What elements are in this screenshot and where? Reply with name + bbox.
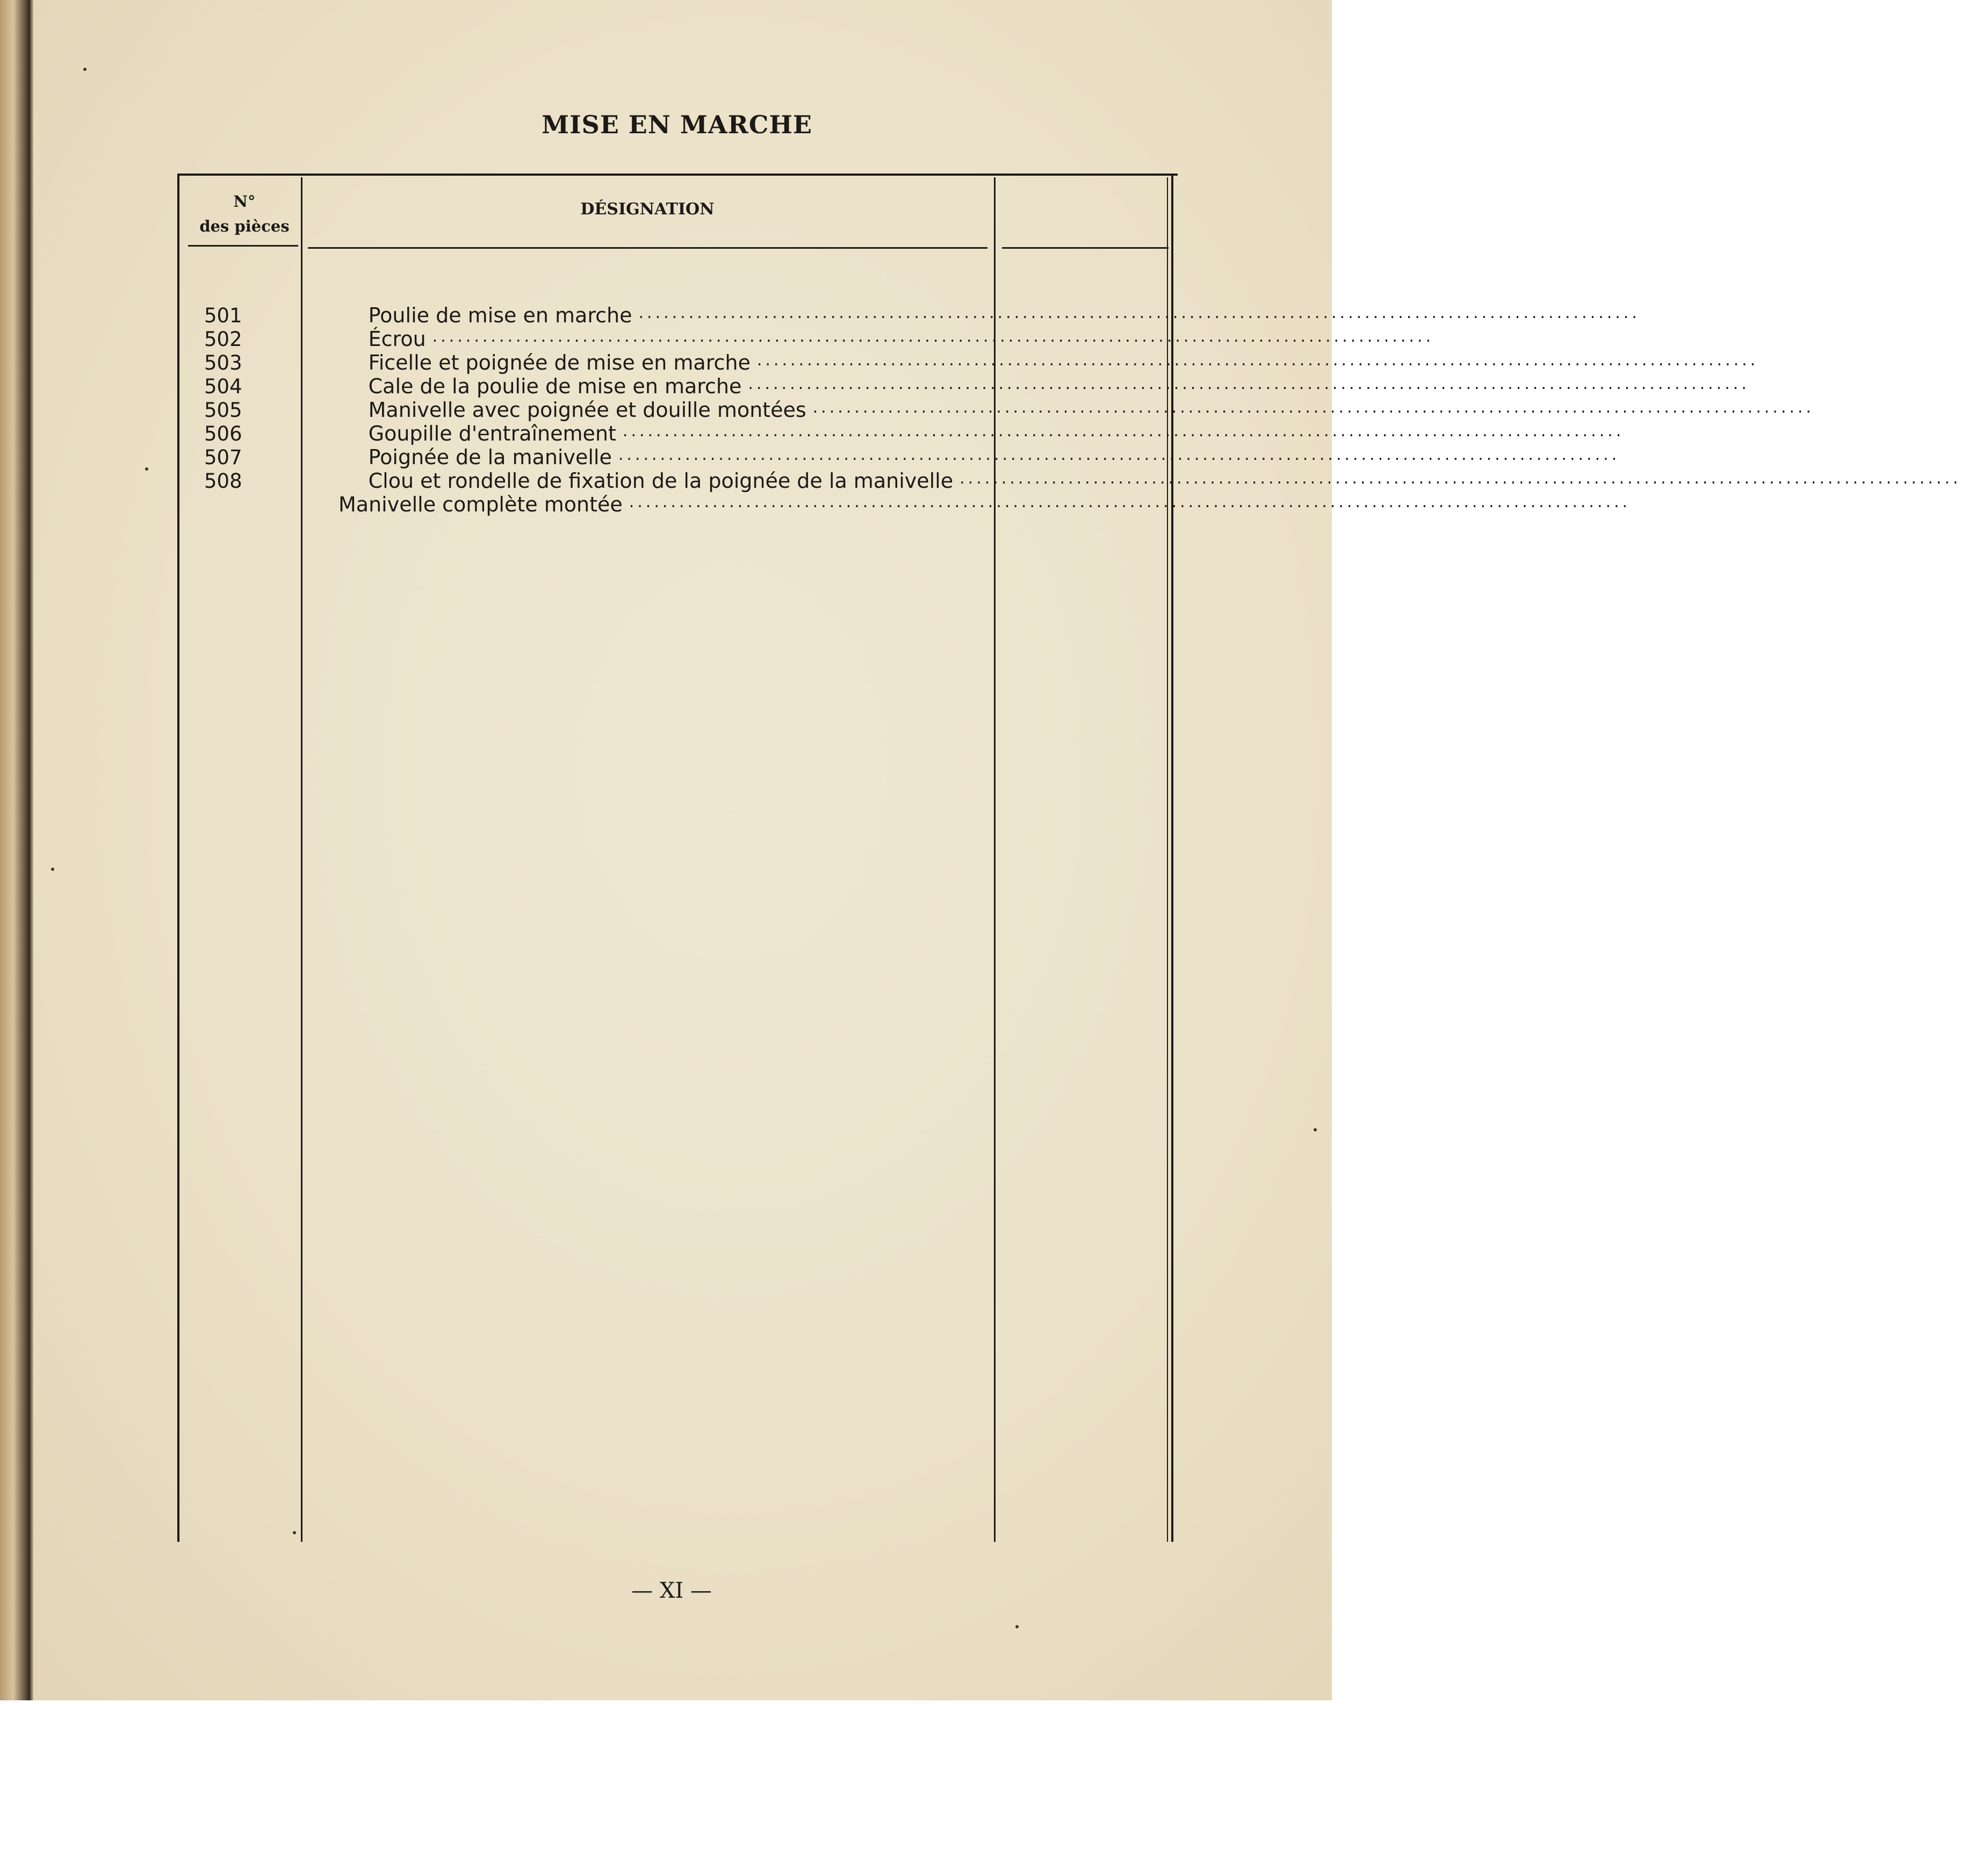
dot-leader: ........................................................................................................................ — [812, 398, 1814, 417]
part-number: 501 — [204, 304, 242, 327]
header-num-label: des pièces — [199, 217, 290, 235]
table-row — [204, 351, 1759, 374]
paper-speck — [145, 467, 148, 471]
parts-list — [204, 304, 1961, 516]
dot-leader: ........................................................................................................................ — [432, 327, 1434, 346]
part-number: 506 — [204, 422, 242, 445]
paper-speck — [1314, 1128, 1317, 1131]
table-row — [204, 422, 1625, 445]
part-number: 505 — [204, 398, 242, 422]
part-designation — [368, 327, 1434, 351]
table-left-border — [177, 174, 179, 1542]
table-top-border — [177, 174, 1178, 176]
table-row — [204, 398, 1814, 422]
part-label: Manivelle avec poignée et douille montées — [368, 398, 806, 422]
part-label: Manivelle complète montée — [338, 493, 623, 516]
paper-speck — [83, 68, 86, 71]
dot-leader: ........................................................................................................................ — [638, 304, 1640, 322]
part-designation — [368, 304, 1640, 327]
part-number: 503 — [204, 351, 242, 374]
table-row — [204, 374, 1750, 398]
book-spine — [0, 0, 33, 1700]
header-underline-extra — [1002, 247, 1169, 249]
part-designation — [368, 422, 1625, 445]
column-header-designation: DÉSIGNATION — [580, 200, 715, 219]
paper-speck — [1015, 1625, 1019, 1628]
dot-leader: ........................................................................................................................ — [622, 422, 1625, 441]
part-number: 507 — [204, 445, 242, 469]
part-number: 508 — [204, 469, 242, 493]
table-row — [204, 469, 1961, 493]
dot-leader: ........................................................................................................................ — [960, 469, 1961, 488]
part-number: 502 — [204, 327, 242, 351]
dot-leader: ........................................................................................................................ — [629, 493, 1631, 511]
paper-speck — [51, 868, 54, 871]
part-label: Clou et rondelle de fixation de la poignée de la manivelle — [368, 469, 954, 493]
page-title: MISE EN MARCHE — [542, 110, 812, 139]
dot-leader: ........................................................................................................................ — [618, 445, 1620, 464]
table-row — [204, 493, 1631, 516]
part-designation — [368, 374, 1750, 398]
part-designation — [368, 469, 1961, 493]
part-label: Poignée de la manivelle — [368, 445, 612, 469]
part-label: Poulie de mise en marche — [368, 304, 632, 327]
table-row — [204, 304, 1640, 327]
paper-speck — [293, 1531, 296, 1534]
part-label: Goupille d'entraînement — [368, 422, 616, 445]
header-num-symbol: N° — [233, 192, 256, 211]
part-designation — [368, 445, 1620, 469]
dot-leader: ........................................................................................................................ — [756, 351, 1759, 370]
part-label: Ficelle et poignée de mise en marche — [368, 351, 751, 374]
part-designation — [368, 351, 1759, 374]
part-designation — [338, 493, 1631, 516]
column-header-number — [188, 189, 301, 239]
dot-leader: ........................................................................................................................ — [748, 374, 1750, 393]
part-number: 504 — [204, 374, 242, 398]
page-number: — XI — — [631, 1578, 712, 1603]
header-underline-num — [188, 245, 298, 247]
part-designation — [368, 398, 1814, 422]
header-underline-designation — [308, 247, 987, 249]
table-row — [204, 445, 1620, 469]
table-row — [204, 327, 1434, 351]
part-label: Écrou — [368, 327, 426, 351]
part-label: Cale de la poulie de mise en marche — [368, 374, 742, 398]
